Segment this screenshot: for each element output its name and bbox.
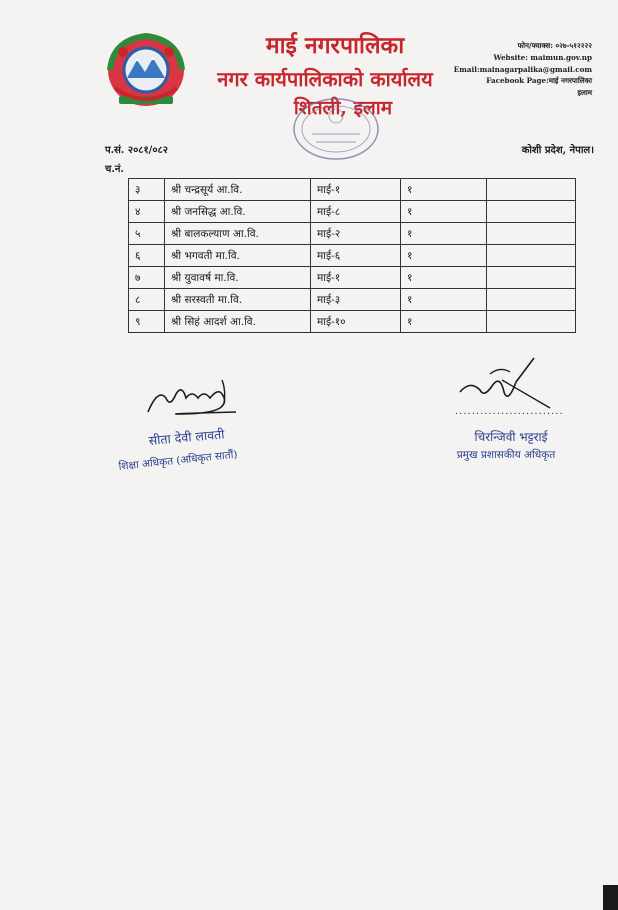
office-location: शितली, इलाम: [293, 97, 393, 119]
contact-website: Website: maimun.gov.np: [493, 52, 592, 62]
row-count: १: [401, 179, 487, 201]
table-row: [129, 201, 576, 223]
contact-facebook: Facebook Page:माई नगरपालिका: [486, 76, 592, 86]
row-school-name: श्री युवावर्ष मा.वि.: [165, 267, 311, 289]
table-row: [129, 267, 576, 289]
row-serial: ५: [129, 223, 165, 245]
reference-number: प.सं. २०८१/०८२: [105, 145, 168, 156]
row-school-name: श्री जनसिद्ध आ.वि.: [165, 201, 311, 223]
table-row: [129, 245, 576, 267]
row-remarks: [487, 267, 576, 289]
row-serial: ८: [129, 289, 165, 311]
row-school-name: श्री सिहं आदर्श आ.वि.: [165, 311, 311, 333]
scan-edge-mark: [603, 885, 618, 910]
dispatch-number: च.नं.: [105, 164, 124, 175]
row-remarks: [487, 179, 576, 201]
table-row: [129, 223, 576, 245]
row-ward: माई-६: [311, 245, 401, 267]
row-ward: माई-१०: [311, 311, 401, 333]
row-count: १: [401, 245, 487, 267]
schools-table: [128, 178, 576, 333]
row-ward: माई-१: [311, 179, 401, 201]
contact-email: Email:mainagarpalika@gmail.com: [453, 64, 592, 74]
row-count: १: [401, 223, 487, 245]
row-ward: माई-३: [311, 289, 401, 311]
row-school-name: श्री बालकल्याण आ.वि.: [165, 223, 311, 245]
table-row: [129, 289, 576, 311]
signatory-left-name: सीता देवी लावती: [148, 426, 225, 448]
contact-phone: फोन/फ्याक्स: ०२७-५१२२२२: [517, 41, 592, 50]
row-remarks: [487, 223, 576, 245]
signatory-right-name: चिरन्जिवी भट्टराई: [474, 430, 548, 444]
municipality-emblem-icon: [105, 30, 187, 110]
row-remarks: [487, 201, 576, 223]
row-ward: माई-१: [311, 267, 401, 289]
row-count: १: [401, 267, 487, 289]
contact-block: [454, 40, 592, 99]
municipality-name: माई नगरपालिका: [265, 32, 405, 59]
signatory-left-title: शिक्षा अधिकृत (अधिकृत सातौं): [118, 448, 239, 473]
office-title: नगर कार्यपालिकाको कार्यालय: [217, 67, 433, 91]
row-remarks: [487, 289, 576, 311]
row-ward: माई-२: [311, 223, 401, 245]
row-school-name: श्री चन्द्रसूर्य आ.वि.: [165, 179, 311, 201]
signature-line: ..........................: [455, 406, 564, 417]
row-serial: ४: [129, 201, 165, 223]
table-row: [129, 311, 576, 333]
province-address: कोशी प्रदेश, नेपाल।: [521, 145, 594, 156]
row-serial: ६: [129, 245, 165, 267]
row-school-name: श्री सरस्वती मा.वि.: [165, 289, 311, 311]
table-row: [129, 179, 576, 201]
row-remarks: [487, 245, 576, 267]
signatory-right-title: प्रमुख प्रशासकीय अधिकृत: [456, 449, 556, 461]
row-count: १: [401, 201, 487, 223]
row-serial: ७: [129, 267, 165, 289]
row-count: १: [401, 289, 487, 311]
signature-scrawl-left-icon: [140, 368, 240, 420]
office-stamp-icon: [290, 96, 382, 162]
signature-scrawl-right-icon: [450, 352, 560, 414]
row-count: १: [401, 311, 487, 333]
row-school-name: श्री भगवती मा.वि.: [165, 245, 311, 267]
row-serial: ९: [129, 311, 165, 333]
contact-place: इलाम: [577, 88, 592, 98]
row-remarks: [487, 311, 576, 333]
row-ward: माई-८: [311, 201, 401, 223]
row-serial: ३: [129, 179, 165, 201]
